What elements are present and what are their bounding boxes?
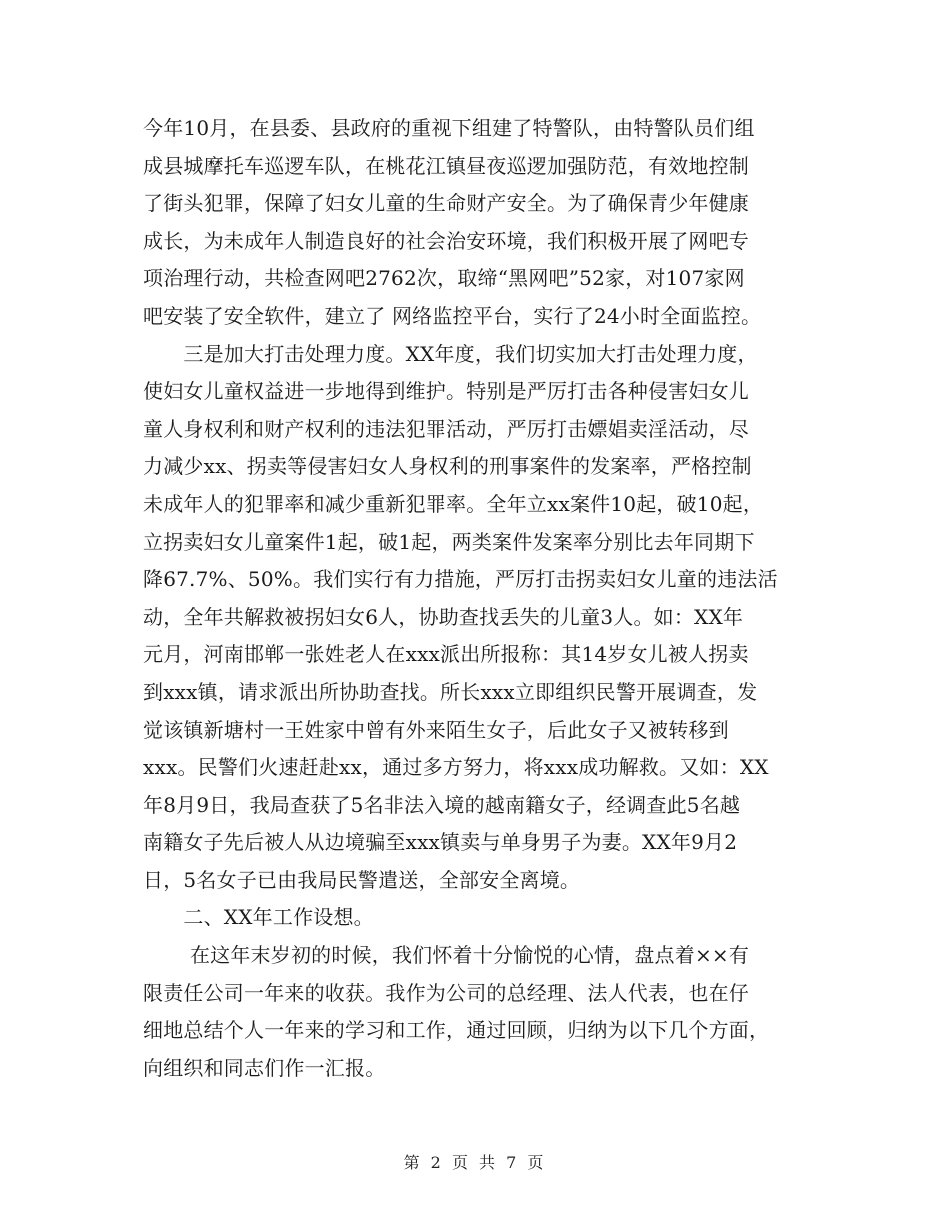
text-line: 到xxx镇，请求派出所协助查找。所长xxx立即组织民警开展调查，发 [143,679,758,704]
text-line: 限责任公司一年来的收获。我作为公司的总经理、法人代表，也在仔 [143,980,749,1005]
text-line: 使妇女儿童权益进一步地得到维护。特别是严厉打击各种侵害妇女儿 [143,379,749,404]
text-line: 向组织和同志们作一汇报。 [143,1055,386,1080]
text-line: 日，5名女子已由我局民警遣送，全部安全离境。 [143,867,581,892]
text-line: 项治理行动，共检查网吧2762次，取缔“黑网吧”52家，对107家网 [143,266,745,291]
text-line: 在这年末岁初的时候，我们怀着十分愉悦的心情，盘点着××有 [143,943,750,968]
text-line: 了街头犯罪，保障了妇女儿童的生命财产安全。为了确保青少年健康 [143,191,749,216]
text-line: 细地总结个人一年来的学习和工作，通过回顾，归纳为以下几个方面， [143,1018,770,1043]
text-line: 立拐卖妇女儿童案件1起，破1起，两类案件发案率分别比去年同期下 [143,529,755,554]
text-line: 童人身权利和财产权利的违法犯罪活动，严厉打击嫖娼卖淫活动，尽 [143,416,749,441]
text-line: 今年10月，在县委、县政府的重视下组建了特警队，由特警队员们组 [143,116,755,140]
text-line: 元月，河南邯郸一张姓老人在xxx派出所报称：其14岁女儿被人拐卖 [143,642,749,667]
text-line: xxx。民警们火速赶赴xx，通过多方努力，将xxx成功解救。又如：XX [143,755,769,780]
text-line: 力减少xx、拐卖等侵害妇女人身权利的刑事案件的发案率，严格控制 [143,454,752,479]
page-number-footer: 第 2 页 共 7 页 [403,1153,547,1172]
body-text [143,110,823,1087]
text-line: 未成年人的犯罪率和减少重新犯罪率。全年立xx案件10起，破10起， [143,491,764,516]
text-line: 三是加大打击处理力度。XX年度，我们切实加大打击处理力度， [143,341,758,366]
text-line: 成县城摩托车巡逻车队，在桃花江镇昼夜巡逻加强防范，有效地控制 [143,153,749,178]
text-line: 年8月9日，我局查获了5名非法入境的越南籍女子，经调查此5名越 [143,792,741,817]
text-line: 成长，为未成年人制造良好的社会治安环境，我们积极开展了网吧专 [143,228,749,253]
text-line: 降67.7%、50%。我们实行有力措施，严厉打击拐卖妇女儿童的违法活 [143,567,778,592]
text-line: 觉该镇新塘村一王姓家中曾有外来陌生女子，后此女子又被转移到 [143,717,729,742]
text-line: 南籍女子先后被人从边境骗至xxx镇卖与单身男子为妻。XX年9月2 [143,830,738,855]
section-heading: 二、XX年工作设想。 [143,905,374,930]
text-line: 动，全年共解救被拐妇女6人，协助查找丢失的儿童3人。如：XX年 [143,604,744,629]
text-line: 吧安装了安全软件，建立了 网络监控平台，实行了24小时全面监控。 [143,303,762,328]
